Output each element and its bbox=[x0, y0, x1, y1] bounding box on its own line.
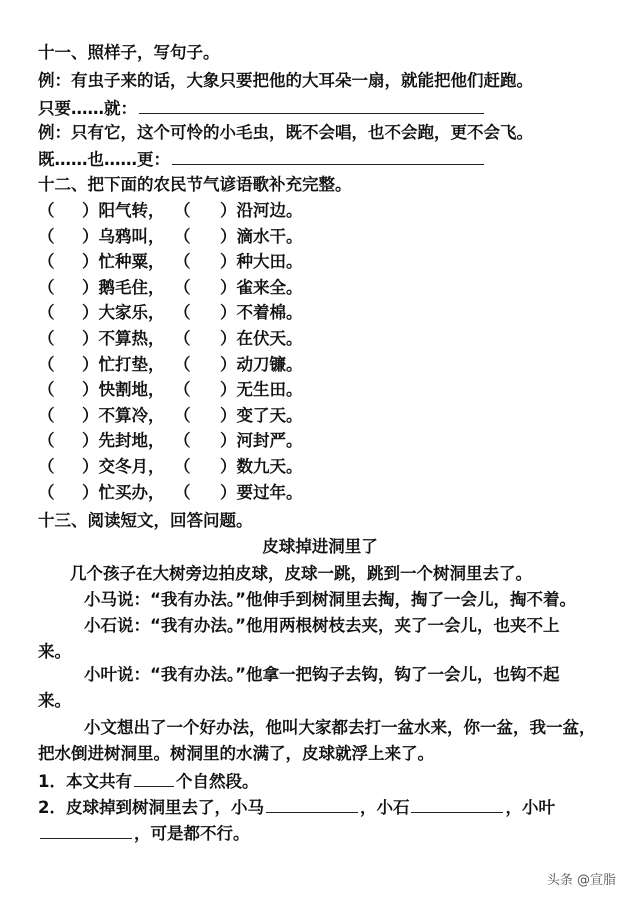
answer-line-1[interactable] bbox=[139, 97, 484, 114]
proverb-row bbox=[38, 226, 303, 248]
proverb-row bbox=[38, 354, 303, 376]
proverb-row bbox=[38, 379, 303, 401]
blank-paren[interactable]: （ bbox=[38, 431, 55, 451]
proverb-second-half: ）沿河边。 bbox=[220, 201, 303, 220]
q2-suffix: ，可是都不行。 bbox=[134, 824, 250, 843]
proverb-first-half: ）鹅毛住， bbox=[82, 277, 165, 297]
section11-example2: 例：只有它，这个可怜的小毛虫，既不会唱，也不会跑，更不会飞。 bbox=[38, 123, 533, 142]
q2-answer-xiaoye[interactable] bbox=[40, 822, 132, 839]
q2-xiaoshi-label: ，小石 bbox=[359, 798, 410, 817]
story-paragraph-4b: 来。 bbox=[38, 691, 71, 710]
blank-paren[interactable]: （ bbox=[174, 354, 191, 374]
blank-paren[interactable]: （ bbox=[38, 252, 55, 272]
blank-paren[interactable]: （ bbox=[38, 201, 55, 220]
story-paragraph-5b: 把水倒进树洞里。树洞里的水满了，皮球就浮上来了。 bbox=[38, 744, 434, 763]
story-paragraph-3b: 来。 bbox=[38, 642, 71, 661]
proverb-first-half: ）大家乐， bbox=[82, 303, 165, 323]
blank-paren[interactable]: （ bbox=[38, 226, 55, 246]
proverb-first-half: ）阳气转， bbox=[82, 201, 165, 220]
answer-line-2[interactable] bbox=[172, 148, 484, 165]
blank-paren[interactable]: （ bbox=[174, 380, 191, 400]
proverb-first-half: ）忙买办， bbox=[82, 482, 165, 502]
proverb-second-half: ）滴水干。 bbox=[220, 226, 303, 246]
proverb-second-half: ）种大田。 bbox=[220, 252, 303, 272]
proverb-first-half: ）忙种粟， bbox=[82, 252, 165, 272]
proverb-second-half: ）不着棉。 bbox=[220, 303, 303, 323]
proverb-first-half: ）交冬月， bbox=[82, 457, 165, 476]
proverb-row bbox=[38, 200, 303, 222]
blank-paren[interactable]: （ bbox=[38, 329, 55, 348]
section11-title: 十一、照样子，写句子。 bbox=[38, 43, 220, 62]
blank-paren[interactable]: （ bbox=[38, 405, 55, 425]
section12-title: 十二、把下面的农民节气谚语歌补充完整。 bbox=[38, 175, 352, 194]
section13-title: 十三、阅读短文，回答问题。 bbox=[38, 511, 253, 530]
q2-answer-xiaoma[interactable] bbox=[266, 796, 358, 813]
blank-paren[interactable]: （ bbox=[174, 277, 191, 297]
proverb-row bbox=[38, 405, 303, 427]
story-paragraph-4a: 小叶说：“我有办法。”他拿一把钩子去钩，钩了一会儿，也钩不起 bbox=[84, 665, 560, 684]
blank-paren[interactable]: （ bbox=[38, 277, 55, 297]
q2-answer-xiaoshi[interactable] bbox=[411, 796, 503, 813]
proverb-first-half: ）乌鸦叫， bbox=[82, 226, 165, 246]
proverb-first-half: ）先封地， bbox=[82, 431, 165, 451]
blank-paren[interactable]: （ bbox=[38, 380, 55, 400]
blank-paren[interactable]: （ bbox=[38, 354, 55, 374]
blank-paren[interactable]: （ bbox=[174, 431, 191, 451]
blank-paren[interactable]: （ bbox=[174, 482, 191, 502]
section11-prompt1 bbox=[38, 97, 486, 120]
proverb-second-half: ）河封严。 bbox=[220, 431, 303, 451]
proverb-second-half: ）动刀镰。 bbox=[220, 354, 303, 374]
proverb-row bbox=[38, 251, 303, 273]
proverb-row bbox=[38, 328, 303, 350]
blank-paren[interactable]: （ bbox=[174, 201, 191, 220]
blank-paren[interactable]: （ bbox=[174, 303, 191, 323]
proverb-first-half: ）不算冷， bbox=[82, 405, 165, 425]
story-title: 皮球掉进洞里了 bbox=[262, 537, 378, 556]
question-2 bbox=[38, 796, 555, 819]
proverb-row bbox=[38, 482, 303, 504]
prompt1-label: 只要……就： bbox=[38, 99, 137, 118]
proverb-second-half: ）雀来全。 bbox=[220, 277, 303, 297]
proverb-second-half: ）无生田。 bbox=[220, 380, 303, 400]
watermark: 头条 @宣脂 bbox=[546, 873, 616, 888]
proverb-row bbox=[38, 302, 303, 324]
story-paragraph-1: 几个孩子在大树旁边拍皮球，皮球一跳，跳到一个树洞里去了。 bbox=[70, 564, 532, 583]
blank-paren[interactable]: （ bbox=[38, 482, 55, 502]
blank-paren[interactable]: （ bbox=[174, 405, 191, 425]
proverb-row bbox=[38, 430, 303, 452]
question-2-cont bbox=[38, 822, 250, 845]
prompt2-label: 既……也……更： bbox=[38, 150, 170, 169]
proverb-second-half: ）数九天。 bbox=[220, 457, 303, 476]
q1-prefix: 1．本文共有 bbox=[38, 772, 132, 791]
blank-paren[interactable]: （ bbox=[174, 329, 191, 348]
proverb-second-half: ）在伏天。 bbox=[220, 329, 303, 348]
blank-paren[interactable]: （ bbox=[174, 457, 191, 476]
story-paragraph-3a: 小石说：“我有办法。”他用两根树枝去夹，夹了一会儿，也夹不上 bbox=[84, 616, 560, 635]
section11-example1: 例：有虫子来的话，大象只要把他的大耳朵一扇，就能把他们赶跑。 bbox=[38, 71, 533, 90]
q1-answer-line[interactable] bbox=[134, 770, 174, 787]
proverb-first-half: ）忙打垫， bbox=[82, 354, 165, 374]
proverb-row bbox=[38, 277, 303, 299]
story-paragraph-5a: 小文想出了一个好办法，他叫大家都去打一盆水来，你一盆，我一盆， bbox=[84, 718, 596, 737]
q1-suffix: 个自然段。 bbox=[175, 772, 259, 791]
proverb-second-half: ）变了天。 bbox=[220, 405, 303, 425]
q2-prefix: 2．皮球掉到树洞里去了，小马 bbox=[38, 798, 264, 817]
question-1 bbox=[38, 770, 258, 793]
story-paragraph-2: 小马说：“我有办法。”他伸手到树洞里去掏，掏了一会儿，掏不着。 bbox=[84, 590, 576, 609]
proverb-row bbox=[38, 456, 303, 478]
q2-xiaoye-label: ，小叶 bbox=[505, 798, 555, 817]
blank-paren[interactable]: （ bbox=[174, 252, 191, 272]
section11-prompt2 bbox=[38, 148, 486, 171]
proverb-first-half: ）不算热， bbox=[82, 329, 165, 348]
proverb-first-half: ）快割地， bbox=[82, 380, 165, 400]
blank-paren[interactable]: （ bbox=[38, 303, 55, 323]
blank-paren[interactable]: （ bbox=[174, 226, 191, 246]
proverb-second-half: ）要过年。 bbox=[220, 482, 303, 502]
blank-paren[interactable]: （ bbox=[38, 457, 55, 476]
